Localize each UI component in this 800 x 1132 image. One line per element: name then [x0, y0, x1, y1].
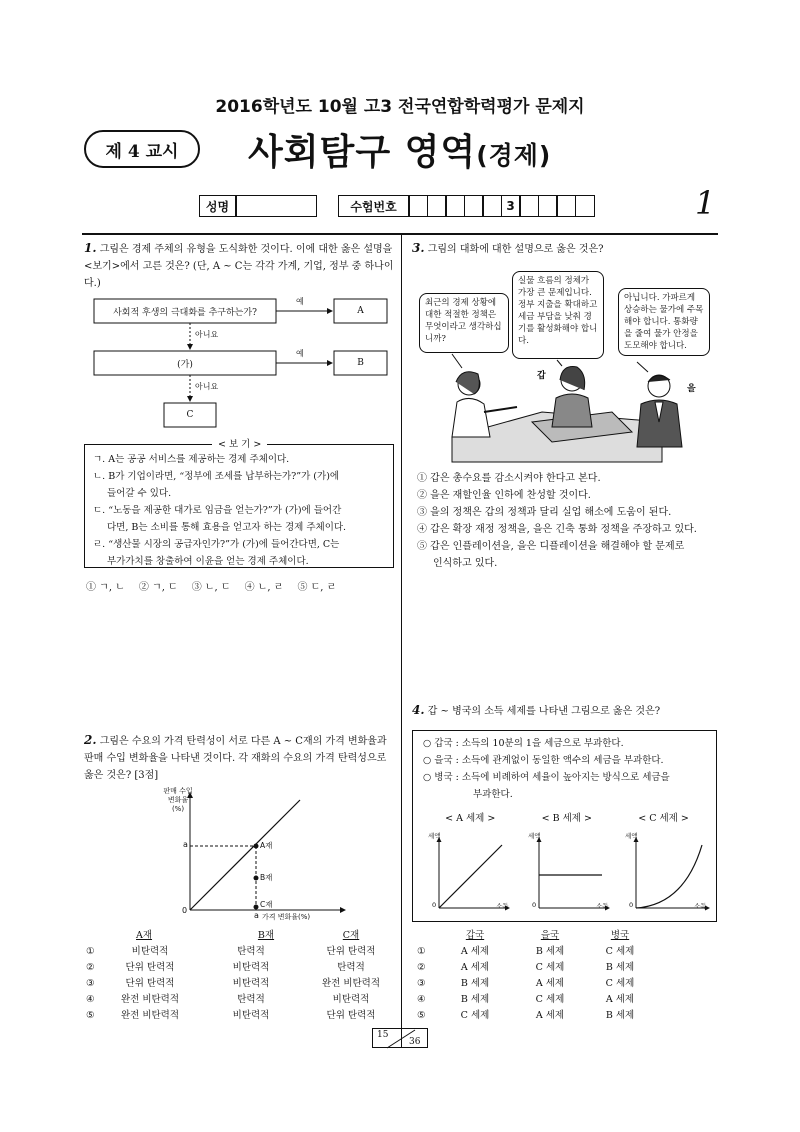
q4-text — [412, 702, 717, 720]
answer-header — [86, 928, 396, 944]
q4-graphs — [424, 830, 714, 918]
cell: 비탄력적 — [232, 1010, 270, 1021]
exam-title: 2016학년도 10월 고3 전국연합학력평가 문제지 — [215, 97, 585, 117]
label-eul: 을 — [687, 384, 696, 394]
option-num: ③ — [86, 978, 95, 989]
flow-box-c: C — [186, 410, 194, 420]
cell: B 세제 — [460, 978, 490, 989]
cell: A 세제 — [605, 994, 635, 1005]
ylabel-line: 변화율 — [167, 796, 189, 804]
origin-a: 0 — [432, 901, 437, 909]
answer-row[interactable] — [417, 1008, 717, 1024]
answer-row[interactable] — [86, 976, 396, 992]
cell: C 세제 — [535, 962, 565, 973]
q3-choices — [417, 470, 717, 572]
choice[interactable]: ① ㄱ, ㄴ — [86, 582, 125, 593]
q1-text — [84, 240, 394, 292]
option-num: ② — [86, 962, 95, 973]
page-counter — [372, 1028, 428, 1048]
answer-row[interactable] — [417, 960, 717, 976]
speech-bubble-right: 아닙니다. 가파르게 상승하는 물가에 주목해야 합니다. 통화량을 줄여 물가 안정을 도모해야 합니다. — [618, 288, 710, 356]
cell: B 세제 — [460, 994, 490, 1005]
condition-cont: 부과한다. — [473, 789, 513, 800]
label-gap: 갑 — [537, 371, 546, 381]
axis-x-c: 소득 — [694, 902, 707, 910]
cell: A 세제 — [535, 1010, 565, 1021]
period-badge: 제 4 교시 — [84, 130, 200, 168]
speech-bubble-middle: 실물 흐름의 정체가 가장 큰 문제입니다. 정부 지출을 확대하고 세금 부담을 낮춰 경기를 활성화해야 합니다. — [512, 271, 604, 359]
exam-no-cell — [482, 195, 502, 217]
ylabel-line: 판매 수입 — [163, 787, 193, 795]
cell: 비탄력적 — [232, 978, 270, 989]
choice[interactable]: ④ 갑은 확장 재정 정책을, 을은 긴축 통화 정책을 주장하고 있다. — [417, 524, 697, 535]
cell: 완전 비탄력적 — [321, 978, 381, 989]
flow-yes-1: 예 — [296, 297, 304, 306]
cell: 비탄력적 — [332, 994, 370, 1005]
q2-xlabel: 가격 변화율(%) — [262, 913, 311, 921]
origin-c: 0 — [629, 901, 634, 909]
choice[interactable]: ④ ㄴ, ㄹ — [244, 582, 284, 593]
answer-row[interactable] — [86, 944, 396, 960]
option-num: ① — [417, 946, 426, 957]
exam-no-digit: 3 — [501, 195, 521, 217]
answer-row[interactable] — [417, 976, 717, 992]
graph-title: < C 세제 > — [638, 813, 689, 824]
cell: A 세제 — [460, 962, 490, 973]
q4-stem: 갑 ~ 병국의 소득 세제를 나타낸 그림으로 옳은 것은? — [427, 706, 661, 717]
info-bar — [200, 195, 595, 217]
header-rule — [82, 233, 718, 235]
bogi-item: 다면, B는 소비를 통해 효용을 얻고자 하는 경제 주체이다. — [107, 522, 347, 533]
answer-row[interactable] — [86, 1008, 396, 1024]
axis-y-a: 세액 — [428, 832, 441, 840]
bogi-item: ㄴ. B가 기업이라면, “정부에 조세를 납부하는가?”가 (가)에 — [93, 471, 340, 482]
header-cell: A재 — [136, 930, 153, 941]
cell: 단위 탄력적 — [326, 1010, 376, 1021]
condition: ○ 을국 : 소득에 관계없이 동일한 액수의 세금을 부과한다. — [423, 755, 664, 766]
exam-no-cell — [464, 195, 484, 217]
footer-page: 15 — [377, 1030, 389, 1040]
q4-number: 4. — [412, 703, 425, 717]
q2-tick-a-y: a — [183, 840, 188, 849]
q1-stem: 그림은 경제 주체의 유형을 도식화한 것이다. 이에 대한 옳은 설명을 <보기>에서 고른 것은? (단, A ~ C는 각각 가계, 기업, 정부 중 하나이다.) — [84, 244, 394, 289]
header-cell: C재 — [342, 930, 360, 941]
option-num: ② — [417, 962, 426, 973]
condition: ○ 병국 : 소득에 비례하여 세율이 높아지는 방식으로 세금을 — [423, 772, 670, 783]
exam-no-cell — [408, 195, 428, 217]
q4-answer-table — [417, 928, 717, 1024]
bogi-item: ㄷ. “노동을 제공한 대가로 임금을 얻는가?”가 (가)에 들어간 — [93, 505, 342, 516]
exam-no-cell — [427, 195, 447, 217]
subject-title — [248, 124, 551, 175]
q1-choices — [86, 578, 396, 593]
header-cell: B재 — [257, 930, 275, 941]
page-number: 1 — [695, 184, 716, 222]
flow-question-mid: (가) — [177, 359, 193, 370]
cell: 비탄력적 — [131, 946, 169, 957]
axis-x-b: 소득 — [596, 902, 609, 910]
cell: A 세제 — [460, 946, 490, 957]
choice[interactable]: ⑤ 갑은 인플레이션을, 을은 디플레이션을 해결해야 할 문제로 — [417, 541, 685, 552]
cell: 완전 비탄력적 — [120, 1010, 180, 1021]
axis-y-c: 세액 — [625, 832, 638, 840]
condition: ○ 갑국 : 소득의 10분의 1을 세금으로 부과한다. — [423, 738, 624, 749]
q2-stem: 그림은 수요의 가격 탄력성이 서로 다른 A ~ C재의 가격 변화율과 판매 수입 변화율을 나타낸 것이다. 각 재화의 수요의 가격 탄력성으로 옳은 것은? [3점] — [84, 736, 387, 781]
bogi-item: ㄱ. A는 공공 서비스를 제공하는 경제 주체이다. — [93, 454, 290, 465]
choice[interactable]: ③ 을의 정책은 갑의 정책과 달리 실업 해소에 도움이 된다. — [417, 507, 672, 518]
q2-answer-table — [86, 928, 396, 1024]
q1-bogi-box — [84, 444, 394, 568]
cell: 탄력적 — [237, 994, 265, 1005]
ylabel-line: (%) — [171, 805, 185, 813]
origin-b: 0 — [532, 901, 537, 909]
cell: 완전 비탄력적 — [120, 994, 180, 1005]
answer-header — [417, 928, 717, 944]
column-divider — [401, 233, 402, 1048]
option-num: ④ — [86, 994, 95, 1005]
q2-ylabel — [158, 787, 198, 814]
exam-no-label: 수험번호 — [338, 195, 410, 217]
cell: B 세제 — [605, 1010, 635, 1021]
q4-graph-titles — [422, 810, 712, 824]
cell: A 세제 — [535, 978, 565, 989]
axis-x-a: 소득 — [496, 902, 509, 910]
q2-number: 2. — [84, 733, 97, 747]
cell: 단위 탄력적 — [326, 946, 376, 957]
exam-no-cell — [556, 195, 576, 217]
header-cell: 병국 — [610, 930, 630, 941]
q2-point-c: C재 — [260, 900, 273, 909]
cell: C 세제 — [535, 994, 565, 1005]
cell: C 세제 — [605, 946, 635, 957]
subject-sub: (경제) — [476, 141, 552, 170]
q2-point-a: A재 — [260, 841, 273, 850]
exam-no-cell — [575, 195, 595, 217]
graph-title: < A 세제 > — [445, 813, 496, 824]
q3-stem: 그림의 대화에 대한 설명으로 옳은 것은? — [427, 244, 604, 255]
footer-total: 36 — [409, 1037, 421, 1047]
option-num: ④ — [417, 994, 426, 1005]
subject-main: 사회탐구 영역 — [248, 132, 477, 173]
answer-row[interactable] — [417, 992, 717, 1008]
header-cell: 갑국 — [465, 930, 485, 941]
q3-text — [412, 240, 717, 258]
q2-origin: 0 — [182, 906, 188, 915]
cell: 비탄력적 — [232, 962, 270, 973]
cell: C 세제 — [605, 978, 635, 989]
bogi-item: 들어갈 수 있다. — [107, 488, 172, 499]
bogi-item: ㄹ. “생산물 시장의 공급자인가?”가 (가)에 들어간다면, C는 — [93, 539, 340, 550]
choice[interactable]: ③ ㄴ, ㄷ — [191, 582, 231, 593]
flow-box-b: B — [357, 358, 364, 368]
answer-row[interactable] — [417, 944, 717, 960]
graph-title: < B 세제 > — [541, 813, 592, 824]
choice[interactable]: ① 갑은 총수요를 감소시켜야 한다고 본다. — [417, 473, 601, 484]
speech-bubble-left: 최근의 경제 상황에 대한 적절한 정책은 무엇이라고 생각하십니까? — [419, 293, 509, 353]
cell: B 세제 — [535, 946, 565, 957]
choice[interactable]: ② ㄱ, ㄷ — [138, 582, 178, 593]
q2-point-b: B재 — [260, 873, 273, 882]
flow-yes-2: 예 — [296, 349, 304, 358]
flow-box-a: A — [357, 306, 364, 316]
cell: 단위 탄력적 — [125, 962, 175, 973]
option-num: ① — [86, 946, 95, 957]
answer-row[interactable] — [86, 992, 396, 1008]
option-num: ③ — [417, 978, 426, 989]
exam-no-cell — [445, 195, 465, 217]
choice[interactable]: ⑤ ㄷ, ㄹ — [297, 582, 337, 593]
cell: 탄력적 — [237, 946, 265, 957]
q1-bogi-title: < 보 기 > — [212, 436, 267, 450]
q3-number: 3. — [412, 241, 425, 255]
q2-text — [84, 732, 396, 784]
header-cell: 을국 — [540, 930, 560, 941]
flow-question-top: 사회적 후생의 극대화를 추구하는가? — [113, 307, 257, 318]
exam-no-cell — [538, 195, 558, 217]
choice[interactable]: ② 을은 재할인율 인하에 찬성할 것이다. — [417, 490, 591, 501]
q2-tick-a-x: a — [254, 911, 259, 920]
answer-row[interactable] — [86, 960, 396, 976]
q1-number: 1. — [84, 241, 97, 255]
flow-no-2: 아니요 — [195, 382, 219, 391]
cell: 단위 탄력적 — [125, 978, 175, 989]
axis-y-b: 세액 — [528, 832, 541, 840]
name-field — [235, 195, 317, 217]
name-label: 성명 — [199, 195, 237, 217]
cell: C 세제 — [460, 1010, 490, 1021]
cell: B 세제 — [605, 962, 635, 973]
flow-no-1: 아니요 — [195, 330, 219, 339]
exam-no-cell — [519, 195, 539, 217]
choice-cont: 인식하고 있다. — [433, 558, 498, 569]
option-num: ⑤ — [86, 1010, 95, 1021]
cell: 탄력적 — [337, 962, 365, 973]
option-num: ⑤ — [417, 1010, 426, 1021]
bogi-item: 부가가치를 창출하여 이윤을 얻는 경제 주체이다. — [107, 556, 309, 567]
